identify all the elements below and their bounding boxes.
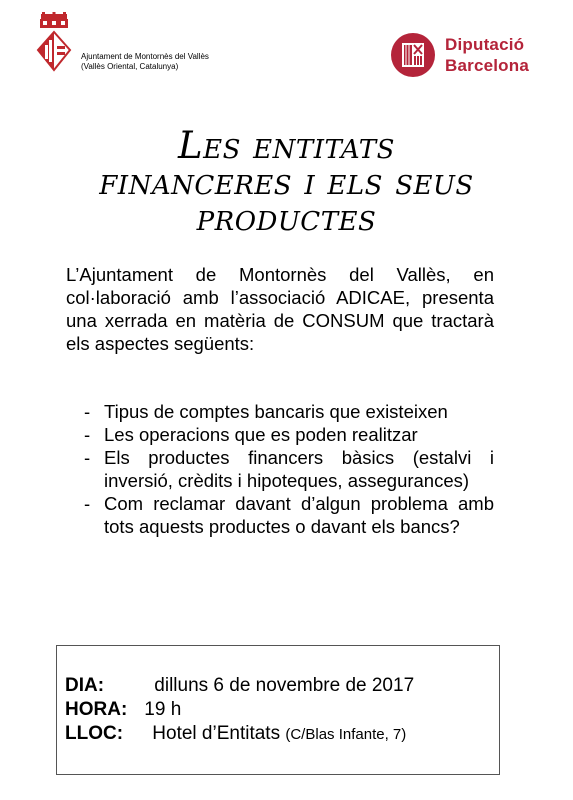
list-item: - Els productes financers bàsics (estalvi i inversió, crèdits i hipoteques, assegurances) <box>84 446 494 492</box>
list-item: - Les operacions que es poden realitzar <box>84 423 494 446</box>
hora-value: 19 h <box>144 699 182 720</box>
title-line3: productes <box>196 196 377 239</box>
dia-value: dilluns 6 de novembre de 2017 <box>154 675 415 696</box>
ajuntament-name <box>81 52 209 72</box>
ajuntament-line2: (Vallès Oriental, Catalunya) <box>81 62 179 71</box>
dia-label: DIA: <box>65 675 105 696</box>
topics-list <box>84 400 494 538</box>
ajuntament-line1: Ajuntament de Montornès del Vallès <box>81 52 209 61</box>
title-line1: Les entitats <box>178 124 395 167</box>
diputacio-name <box>445 34 529 76</box>
list-item: - Tipus de comptes bancaris que existeixen <box>84 400 494 423</box>
page-title <box>40 124 533 239</box>
hora-label: HORA: <box>65 699 128 720</box>
title-line2: financeres i els seus <box>99 160 474 203</box>
list-item: - Com reclamar davant d’algun problema amb tots aquests productes o davant els bancs? <box>84 492 494 538</box>
hora-row <box>65 698 181 722</box>
diputacio-header <box>390 32 560 82</box>
dia-row <box>65 674 414 698</box>
lloc-label: LLOC: <box>65 723 124 744</box>
lloc-detail: (C/Blas Infante, 7) <box>285 726 407 743</box>
lloc-value: Hotel d’Entitats <box>152 723 281 744</box>
lloc-row <box>65 722 406 747</box>
intro-paragraph: L’Ajuntament de Montornès del Vallès, en col·laboració amb l’associació ADICAE, presenta una xerrada en matèria de CONSUM que tractarà els aspectes següents: <box>66 264 494 354</box>
ajuntament-header <box>33 12 253 80</box>
diputacio-line2: Barcelona <box>445 56 530 75</box>
diputacio-logo-icon <box>390 32 436 78</box>
diputacio-line1: Diputació <box>445 35 525 54</box>
event-info-box <box>56 645 500 775</box>
ajuntament-crest-icon <box>33 12 75 78</box>
